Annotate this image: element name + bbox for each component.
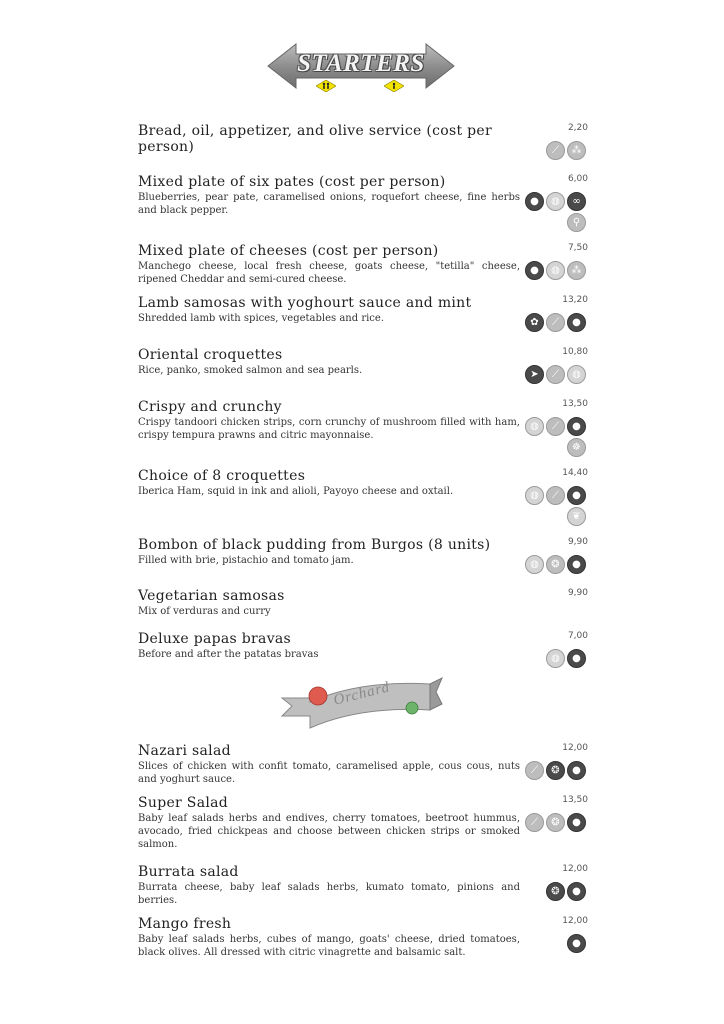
vegetable-icon [406,702,418,714]
gluten-icon: ⟋ [546,313,565,332]
egg-icon: ◍ [525,417,544,436]
allergen-list [520,555,586,574]
allergen-list [520,486,586,526]
item-name: Mixed plate of six pates (cost per person) [138,174,446,190]
menu-item [138,399,588,453]
menu-item [138,468,588,522]
item-price: 9,90 [567,537,588,547]
one-person-icon [384,80,404,92]
item-name: Mango fresh [138,916,232,932]
item-name: Burrata salad [138,864,239,880]
item-description: Rice, panko, smoked salmon and sea pearls. [138,365,363,376]
allergen-list [520,649,586,668]
sulphites-icon: ∞ [567,192,586,211]
egg-icon: ◍ [546,192,565,211]
milk-icon: ● [567,417,586,436]
item-description: Baby leaf salads herbs and endives, cherry tomatoes, beetroot hummus, avocado, fried chickpeas and choose between chicken strips or smoked salmon. [138,813,520,850]
mustard-icon: ⚲ [567,213,586,232]
item-price: 13,50 [562,795,588,805]
gluten-icon: ⟋ [546,141,565,160]
section-title: STARTERS [297,50,425,77]
nuts-icon: ❂ [546,761,565,780]
menu-item [138,588,588,618]
item-name: Bread, oil, appetizer, and olive service (cost per person) [138,123,492,155]
menu-item [138,295,588,328]
item-name: Mixed plate of cheeses (cost per person) [138,243,439,259]
menu-item [138,174,588,228]
nuts-icon: ❂ [546,813,565,832]
nuts-icon: ❂ [546,555,565,574]
item-price: 13,50 [562,399,588,409]
milk-icon: ● [567,555,586,574]
item-price: 13,20 [562,295,588,305]
item-name: Vegetarian samosas [138,588,285,604]
milk-icon: ● [567,649,586,668]
allergen-list [520,882,586,901]
item-name: Super Salad [138,795,229,811]
allergen-list [520,192,586,232]
item-name: Choice of 8 croquettes [138,468,306,484]
item-price: 14,40 [562,468,588,478]
item-description: Slices of chicken with confit tomato, caramelised apple, cous cous, nuts and yoghurt sauce. [138,761,520,785]
milk-icon: ● [567,882,586,901]
gluten-icon: ⟋ [546,486,565,505]
item-price: 12,00 [562,743,588,753]
item-price: 9,90 [567,588,588,598]
allergen-list [520,934,586,953]
nuts-icon: ❂ [546,882,565,901]
menu-item [138,864,588,907]
item-price: 10,80 [562,347,588,357]
egg-icon: ◍ [525,555,544,574]
item-description: Manchego cheese, local fresh cheese, goats cheese, "tetilla" cheese, ripened Cheddar and semi-cured cheese. [138,261,520,285]
item-description: Shredded lamb with spices, vegetables and rice. [138,313,385,324]
egg-icon: ◍ [525,486,544,505]
allergen-list [520,761,586,780]
gluten-icon: ⟋ [525,761,544,780]
item-price: 7,50 [567,243,588,253]
milk-icon: ● [525,261,544,280]
menu-item [138,743,588,786]
allergen-list [520,813,586,832]
menu-item [138,123,588,155]
fish-icon: ➤ [525,365,544,384]
item-name: Lamb samosas with yoghourt sauce and mint [138,295,472,311]
item-description: Burrata cheese, baby leaf salads herbs, kumato tomato, pinions and berries. [138,882,520,906]
menu-item [138,537,588,570]
item-description: Filled with brie, pistachio and tomato jam. [138,555,354,566]
milk-icon: ● [567,486,586,505]
section2-title: Orchard [332,679,392,709]
item-name: Oriental croquettes [138,347,283,363]
egg-icon: ◍ [546,649,565,668]
milk-icon: ● [567,934,586,953]
orchard-banner [280,676,444,738]
egg-icon: ◍ [546,261,565,280]
crustacean-icon: ☸ [567,438,586,457]
item-name: Crispy and crunchy [138,399,282,415]
menu-item [138,347,588,380]
item-description: Blueberries, pear pate, caramelised onions, roquefort cheese, fine herbs and black pepper. [138,192,520,216]
mollusc-icon: ❦ [567,507,586,526]
item-description: Before and after the patatas bravas [138,649,319,660]
menu-item [138,916,588,959]
item-price: 6,00 [567,174,588,184]
item-description: Iberica Ham, squid in ink and alioli, Payoyo cheese and oxtail. [138,486,454,497]
allergen-list [520,365,586,384]
item-name: Bombon of black pudding from Burgos (8 units) [138,537,491,553]
item-description: Mix of verduras and curry [138,606,271,617]
sesame-icon: ⁂ [567,141,586,160]
allergen-list [520,313,586,332]
celery-icon: ✿ [525,313,544,332]
gluten-icon: ⟋ [546,417,565,436]
allergen-list [520,141,586,160]
milk-icon: ● [525,192,544,211]
allergen-list [520,417,586,457]
egg-icon: ◍ [567,365,586,384]
milk-icon: ● [567,813,586,832]
item-description: Baby leaf salads herbs, cubes of mango, goats' cheese, dried tomatoes, black olives. All dressed with citric vinagrette and balsamic salt. [138,934,520,958]
milk-icon: ● [567,761,586,780]
item-description: Crispy tandoori chicken strips, corn crunchy of mushroom filled with ham, crispy tempura prawns and citric mayonnaise. [138,417,520,441]
starters-banner [266,42,456,96]
sesame-icon: ⁂ [567,261,586,280]
gluten-icon: ⟋ [546,365,565,384]
milk-icon: ● [567,313,586,332]
item-price: 2,20 [567,123,588,133]
menu-item [138,795,588,851]
gluten-icon: ⟋ [525,813,544,832]
item-price: 7,00 [567,631,588,641]
menu-item [138,631,588,664]
item-price: 12,00 [562,916,588,926]
item-price: 12,00 [562,864,588,874]
allergen-list [520,261,586,280]
two-persons-icon [316,80,336,92]
menu-item [138,243,588,286]
item-name: Deluxe papas bravas [138,631,292,647]
item-name: Nazari salad [138,743,231,759]
